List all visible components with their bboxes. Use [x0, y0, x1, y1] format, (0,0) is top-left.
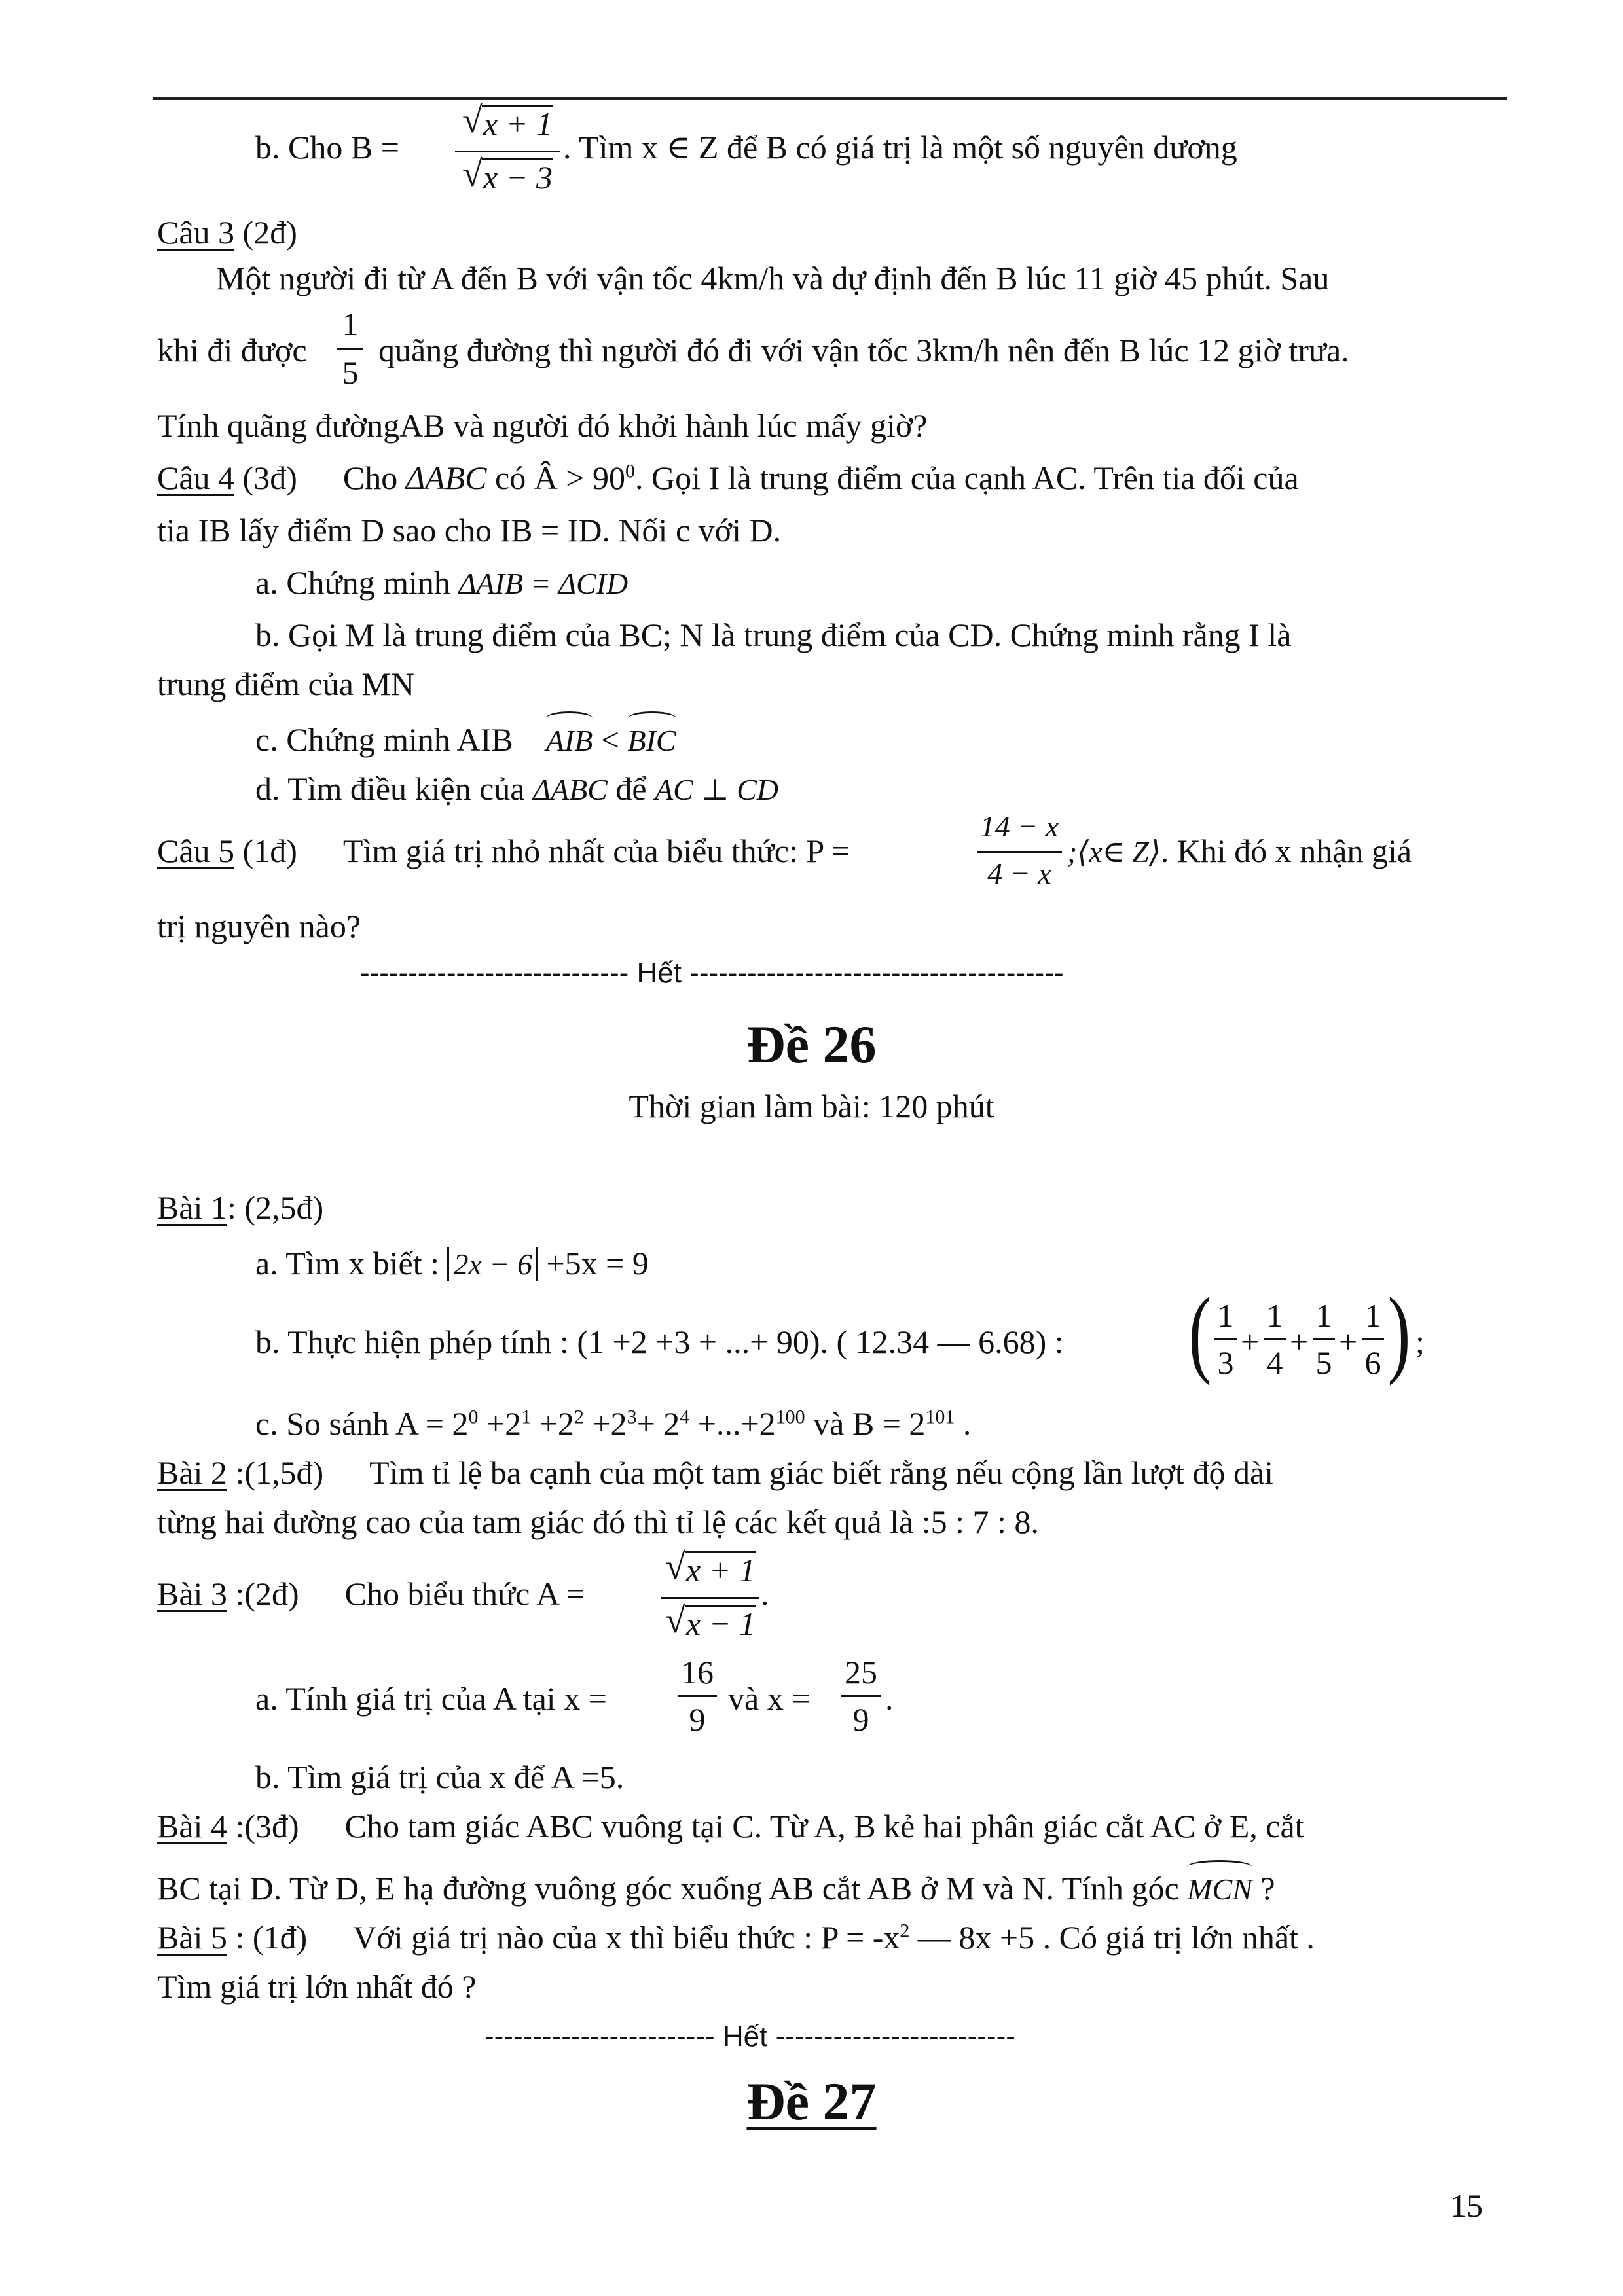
- bai1-head: Bài 1: [157, 1189, 227, 1226]
- cau4-d: [255, 772, 778, 805]
- bai1-c-term-5: +...+2: [689, 1405, 776, 1442]
- cau4-line1-b: có Â > 90: [486, 459, 625, 496]
- bai1-a-post: +5x = 9: [538, 1245, 649, 1282]
- bai1-b-plus-1: +: [1241, 1323, 1260, 1360]
- bai1-b-frac-1-den: 3: [1217, 1344, 1234, 1381]
- cau3-head: Câu 3: [157, 214, 235, 251]
- page-number: 15: [1450, 2187, 1483, 2224]
- cau4-b1: b. Gọi M là trung điểm của BC; N là trung điểm của CD. Chứng minh rằng I là: [255, 617, 1292, 653]
- bai4-head: Bài 4: [157, 1808, 227, 1844]
- bai4-points: :(3đ): [227, 1808, 299, 1844]
- cau4-line1: [157, 461, 1299, 494]
- bai2-head: Bài 2: [157, 1454, 227, 1491]
- cau5-condition: ;⟨x∈ Z⟩: [1067, 835, 1161, 869]
- cau2b-den: x − 3: [483, 159, 553, 196]
- de27-title: [0, 2072, 1623, 2131]
- bai1-c-exp-2: 2: [574, 1406, 584, 1428]
- cau3-line2-post: quãng đường thì người đó đi với vận tốc 3km/h nên đến B lúc 12 giờ trưa.: [378, 332, 1349, 368]
- cau4-c-lt: <: [593, 721, 628, 758]
- top-rule: [153, 97, 1507, 100]
- bai1-b-left-paren: (: [1188, 1278, 1212, 1386]
- bai1-a-abs: 2x − 6: [447, 1247, 538, 1281]
- bai1-c-exp-4: 4: [680, 1406, 690, 1428]
- bai3-fraction: √ x + 1 √ x − 1: [661, 1551, 759, 1643]
- cau4-angle-bic: BIC: [627, 724, 676, 757]
- bai3-line1-end: .: [761, 1575, 769, 1612]
- cau5-line1-pre: Tìm giá trị nhỏ nhất của biểu thức: P =: [342, 833, 850, 869]
- bai1-c-exp-0: 0: [468, 1406, 479, 1428]
- de26-title: Đề 26: [746, 1014, 877, 1074]
- het-separator-1: ---------------------------- Hết ---------------------------------------: [360, 957, 1064, 989]
- bai1-c-term-3: +2: [583, 1405, 627, 1442]
- cau2b-suffix: . Tìm x ∈ Z để B có giá trị là một số nguyên dương: [563, 129, 1237, 166]
- cau4-line1-c: . Gọi I là trung điểm của cạnh AC. Trên tia đối của: [635, 459, 1299, 496]
- bai1-c-mid: và B = 2: [805, 1405, 926, 1442]
- bai1-c-exp-3: 3: [627, 1406, 637, 1428]
- bai3-a-frac-2: [841, 1656, 881, 1741]
- bai2-points: :(1,5đ): [227, 1454, 324, 1491]
- cau3-line3: Tính quãng đườngAB và người đó khởi hành lúc mấy giờ?: [157, 407, 928, 444]
- cau4-points: (3đ): [234, 459, 297, 496]
- bai5-head: Bài 5: [157, 1919, 227, 1956]
- bai1-b-frac-2-den: 4: [1266, 1344, 1283, 1381]
- cau5-line2: trị nguyên nào?: [157, 908, 361, 944]
- bai2-line1: [157, 1456, 1273, 1489]
- cau3-frac-num: 1: [342, 306, 359, 342]
- cau2b-prefix: b. Cho B =: [255, 129, 399, 166]
- bai3-num: x + 1: [686, 1552, 756, 1588]
- bai1-c: [255, 1407, 971, 1440]
- bai3-a-frac-1: [678, 1656, 717, 1741]
- cau2b-fraction: √ x + 1 √ x − 3: [455, 105, 560, 196]
- bai1-c-exp-1: 1: [521, 1406, 532, 1428]
- bai4-line2: [157, 1872, 1275, 1905]
- cau4-angle-aib: AIB: [545, 724, 593, 757]
- bai5-exp: 2: [900, 1920, 910, 1942]
- cau4-d-pre: d. Tìm điều kiện của: [255, 770, 533, 807]
- cau5-line1-b: [1067, 834, 1412, 867]
- bai3-a-end: .: [885, 1680, 894, 1717]
- bai1-c-bexp: 101: [925, 1406, 955, 1428]
- bai1-a: [255, 1247, 649, 1280]
- cau5-points: (1đ): [234, 833, 297, 869]
- bai1-c-term-2: +2: [531, 1405, 574, 1442]
- bai2-line1-text: Tìm tỉ lệ ba cạnh của một tam giác biết rằng nếu cộng lần lượt độ dài: [369, 1454, 1274, 1491]
- bai1-b-end: ;: [1415, 1323, 1425, 1360]
- bai5-line2: Tìm giá trị lớn nhất đó ?: [157, 1968, 477, 2005]
- bai1-c-pre: c. So sánh A = 2: [255, 1405, 469, 1442]
- cau3-points: (2đ): [234, 214, 297, 251]
- cau4-d-math: AC ⊥ CD: [655, 773, 779, 806]
- bai1-b-frac-2: [1264, 1299, 1286, 1384]
- cau4-line1-a: Cho: [342, 459, 406, 496]
- de27-title-text: Đề 27: [746, 2072, 877, 2131]
- bai3-a-frac-1-den: 9: [689, 1701, 706, 1738]
- bai1-c-end: .: [955, 1405, 972, 1442]
- bai1-b-frac-3: [1313, 1299, 1335, 1384]
- cau5-fraction: [977, 812, 1062, 897]
- cau5-head: Câu 5: [157, 833, 235, 869]
- cau5-line1-a: [157, 834, 850, 867]
- bai1-b-right-paren: ): [1387, 1278, 1411, 1386]
- bai2-line2: từng hai đường cao của tam giác đó thì tỉ lệ các kết quả là :5 : 7 : 8.: [157, 1503, 1039, 1540]
- cau4-a-pre: a. Chứng minh: [255, 564, 459, 601]
- bai1-c-exp-5: 100: [775, 1406, 805, 1428]
- cau3-fraction: [337, 308, 363, 393]
- cau4-a-math: ΔAIB = ΔCID: [458, 567, 629, 600]
- bai3-a-pre: a. Tính giá trị của A tại x =: [255, 1680, 607, 1717]
- bai1-b-plus-2: +: [1290, 1323, 1309, 1360]
- het-separator-2: ------------------------ Hết -------------------------: [484, 2020, 1015, 2053]
- bai3-points: :(2đ): [227, 1575, 299, 1612]
- bai1-b-frac-1-num: 1: [1217, 1297, 1234, 1334]
- bai3-b: b. Tìm giá trị của x để A =5.: [255, 1759, 625, 1795]
- bai1-b-frac-2-num: 1: [1266, 1297, 1283, 1334]
- bai5-line1-pre: Với giá trị nào của x thì biểu thức : P = -x: [353, 1919, 900, 1956]
- cau3-line2-pre: khi đi được: [157, 332, 307, 368]
- bai3-line1-pre: Cho biểu thức A =: [344, 1575, 585, 1612]
- cau4-triangle: ΔABC: [405, 459, 487, 496]
- cau4-line2: tia IB lấy điểm D sao cho IB = ID. Nối c với D.: [157, 512, 782, 548]
- bai4-line1: [157, 1810, 1304, 1842]
- cau5-num: 14 − x: [979, 810, 1059, 843]
- bai4-line1-text: Cho tam giác ABC vuông tại C. Từ A, B kẻ hai phân giác cắt AC ở E, cắt: [344, 1808, 1304, 1844]
- bai5-line1: [157, 1921, 1315, 1954]
- bai4-angle-mcn: MCN: [1187, 1873, 1252, 1906]
- bai1-a-pre: a. Tìm x biết :: [255, 1245, 448, 1282]
- bai3-a-mid: và x =: [728, 1680, 811, 1717]
- cau4-c: [255, 723, 676, 756]
- bai3-line1: [157, 1577, 585, 1610]
- bai1-c-term-4: + 2: [636, 1405, 680, 1442]
- cau4-head: Câu 4: [157, 459, 235, 496]
- bai1-b-frac-4-den: 6: [1364, 1344, 1381, 1381]
- bai3-a-frac-2-num: 25: [845, 1654, 877, 1691]
- cau4-d-triangle: ΔABC: [532, 773, 608, 806]
- cau2b-num: x + 1: [483, 105, 553, 142]
- bai4-line2-pre: BC tại D. Từ D, E hạ đường vuông góc xuống AB cắt AB ở M và N. Tính góc: [157, 1870, 1188, 1907]
- cau4-d-mid: để: [607, 770, 655, 807]
- de26-time: Thời gian làm bài: 120 phút: [629, 1088, 994, 1124]
- bai3-a-frac-1-num: 16: [681, 1654, 714, 1691]
- bai1-heading: [157, 1191, 323, 1224]
- bai1-b-pre: b. Thực hiện phép tính : (1 +2 +3 + ...+ 90). ( 12.34 — 6.68) :: [255, 1323, 1064, 1360]
- bai3-a-frac-2-den: 9: [852, 1701, 869, 1738]
- bai1-b-frac-3-den: 5: [1315, 1344, 1332, 1381]
- bai5-line1-post: — 8x +5 . Có giá trị lớn nhất .: [909, 1919, 1315, 1956]
- bai1-points: : (2,5đ): [227, 1189, 324, 1226]
- cau3-frac-den: 5: [342, 354, 359, 391]
- cau3-heading: [157, 216, 297, 249]
- cau5-line1-post: . Khi đó x nhận giá: [1160, 833, 1412, 869]
- cau3-line1: Một người đi từ A đến B với vận tốc 4km/h và dự định đến B lúc 11 giờ 45 phút. Sau: [216, 260, 1330, 296]
- bai3-head: Bài 3: [157, 1575, 227, 1612]
- cau5-den: 4 − x: [987, 857, 1051, 890]
- bai1-c-term-1: +2: [478, 1405, 522, 1442]
- cau4-b2: trung điểm của MN: [157, 666, 414, 702]
- cau4-degree: 0: [625, 460, 635, 482]
- cau4-a: [255, 566, 628, 599]
- cau4-c-pre: c. Chứng minh AIB: [255, 721, 513, 758]
- bai1-b-frac-4-num: 1: [1364, 1297, 1381, 1334]
- bai4-line2-end: ?: [1252, 1870, 1275, 1907]
- bai1-b-frac-1: [1214, 1299, 1237, 1384]
- bai1-b-frac-3-num: 1: [1315, 1297, 1332, 1334]
- bai3-den: x − 1: [686, 1605, 756, 1642]
- bai5-points: : (1đ): [227, 1919, 308, 1956]
- bai1-b-frac-4: [1362, 1299, 1384, 1384]
- bai1-b-plus-3: +: [1339, 1323, 1358, 1360]
